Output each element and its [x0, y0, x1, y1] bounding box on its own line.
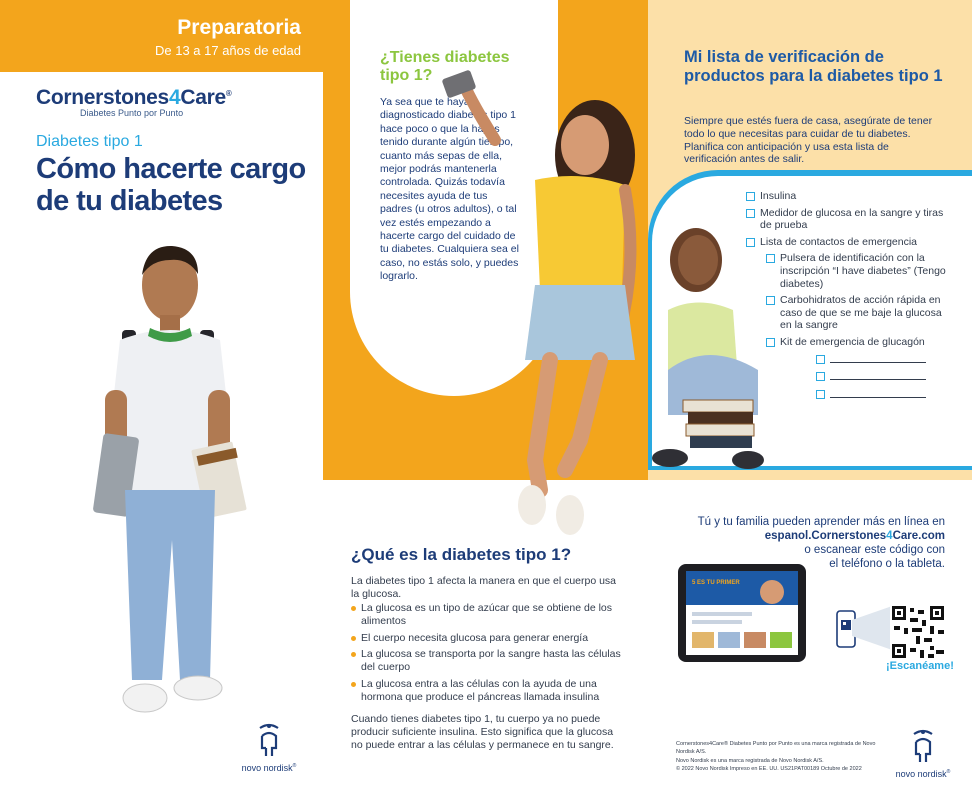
- blank-line[interactable]: [830, 353, 926, 363]
- checklist-heading: Mi lista de verificación de productos para la diabetes tipo 1: [684, 48, 943, 85]
- checkbox[interactable]: [766, 296, 775, 305]
- checklist-item[interactable]: Medidor de glucosa en la sangre y tiras de prueba: [746, 207, 946, 232]
- checklist-item[interactable]: Lista de contactos de emergencia: [746, 236, 946, 249]
- checklist-item[interactable]: Carbohidratos de acción rápida en caso de que se me baje la glucosa en la sangre: [766, 294, 946, 332]
- checklist-blank-item[interactable]: [816, 370, 946, 384]
- legal-notice: Cornerstones4Care® Diabetes Punto por Punto es una marca registrada de Novo Nordisk A/S. Novo Nordisk es una marca registrada de Novo Nordisk A/S. © 2022 Novo Nordisk Impreso en EE. UU. US21PAT00189 Octubre de 2022: [676, 741, 876, 773]
- checklist-blank-item[interactable]: [816, 388, 946, 402]
- checklist: [746, 190, 946, 405]
- facts-list: [351, 602, 621, 708]
- teen-girl-selfie-photo: [440, 60, 640, 540]
- what-is-outro: Cuando tienes diabetes tipo 1, tu cuerpo ya no puede producir suficiente insulina. Esto significa que la glucosa no puede entrar a las células y permanece en tu sangre.: [351, 713, 614, 751]
- checkbox[interactable]: [746, 238, 755, 247]
- checklist-item[interactable]: Kit de emergencia de glucagón: [766, 336, 946, 349]
- qr-code[interactable]: [890, 604, 946, 660]
- checkbox[interactable]: [746, 192, 755, 201]
- cornerstones4care-logo: [36, 86, 231, 118]
- apis-bull-icon: [254, 722, 284, 758]
- age-banner: [0, 0, 323, 72]
- checklist-blank-item[interactable]: [816, 353, 946, 367]
- checkbox[interactable]: [746, 209, 755, 218]
- checkbox[interactable]: [816, 390, 825, 399]
- novo-nordisk-logo: novo nordisk®: [892, 728, 954, 779]
- checkbox[interactable]: [766, 338, 775, 347]
- teen-boy-photo: [80, 240, 255, 740]
- checklist-item[interactable]: Insulina: [746, 190, 946, 203]
- grade-label: Preparatoria: [177, 16, 301, 39]
- what-is-intro: La diabetes tipo 1 afecta la manera en que el cuerpo usa la glucosa.: [351, 575, 617, 600]
- subtitle: Diabetes tipo 1: [36, 133, 143, 150]
- list-item: La glucosa se transporta por la sangre hasta las células del cuerpo: [351, 648, 621, 674]
- online-info: Tú y tu familia pueden aprender más en línea en espanol.Cornerstones4Care.com o escanear este código con el teléfono o la tableta.: [660, 515, 945, 571]
- blank-line[interactable]: [830, 388, 926, 398]
- intro-paragraph: Ya sea que te hayan diagnosticado diabetes tipo 1 hace poco o que la hayas tenido durante algún tiempo, cuanto más sepas de ella, mejor podrás mantenerla controlada. Quizás todavía necesites ayuda de tus padres (u otros adultos), o tal vez estés empezando a hacerte cargo del cuidado de tu diabetes. Cualquiera sea el caso, no estás solo, y puedes lograrlo.: [380, 96, 519, 283]
- blank-line[interactable]: [830, 370, 926, 380]
- list-item: La glucosa es un tipo de azúcar que se obtiene de los alimentos: [351, 602, 621, 628]
- checkbox[interactable]: [816, 372, 825, 381]
- page-title: Cómo hacerte cargo de tu diabetes: [36, 153, 306, 217]
- scan-beam-icon: [852, 606, 892, 650]
- checklist-intro: Siempre que estés fuera de casa, asegúrate de tener todo lo que necesitas para cuidar de tu diabetes. Planifica con anticipación y usa esta lista de verificación antes de salir.: [684, 115, 933, 166]
- brand-name: Cornerstones4Care®: [36, 86, 232, 109]
- tablet-website-image: [676, 560, 810, 670]
- checkbox[interactable]: [816, 355, 825, 364]
- website-link[interactable]: espanol.Cornerstones4Care.com: [764, 530, 945, 542]
- age-range-label: De 13 a 17 años de edad: [154, 43, 301, 58]
- apis-bull-icon: [908, 728, 938, 764]
- scan-me-label: ¡Escanéame!: [886, 660, 954, 672]
- intro-question-heading: ¿Tienes diabetes tipo 1?: [380, 49, 510, 84]
- list-item: El cuerpo necesita glucosa para generar energía: [351, 632, 621, 645]
- list-item: La glucosa entra a las células con la ayuda de una hormona que produce el páncreas llamada insulina: [351, 678, 621, 704]
- what-is-heading: ¿Qué es la diabetes tipo 1?: [351, 545, 572, 564]
- novo-nordisk-logo: novo nordisk®: [238, 722, 300, 773]
- svg-text:5 ES TU PRIMER: 5 ES TU PRIMER: [692, 580, 740, 586]
- checkbox[interactable]: [766, 254, 775, 263]
- checklist-item[interactable]: Pulsera de identificación con la inscripción “I have diabetes” (Tengo diabetes): [766, 252, 946, 290]
- brand-tagline: Diabetes Punto por Punto: [80, 108, 184, 118]
